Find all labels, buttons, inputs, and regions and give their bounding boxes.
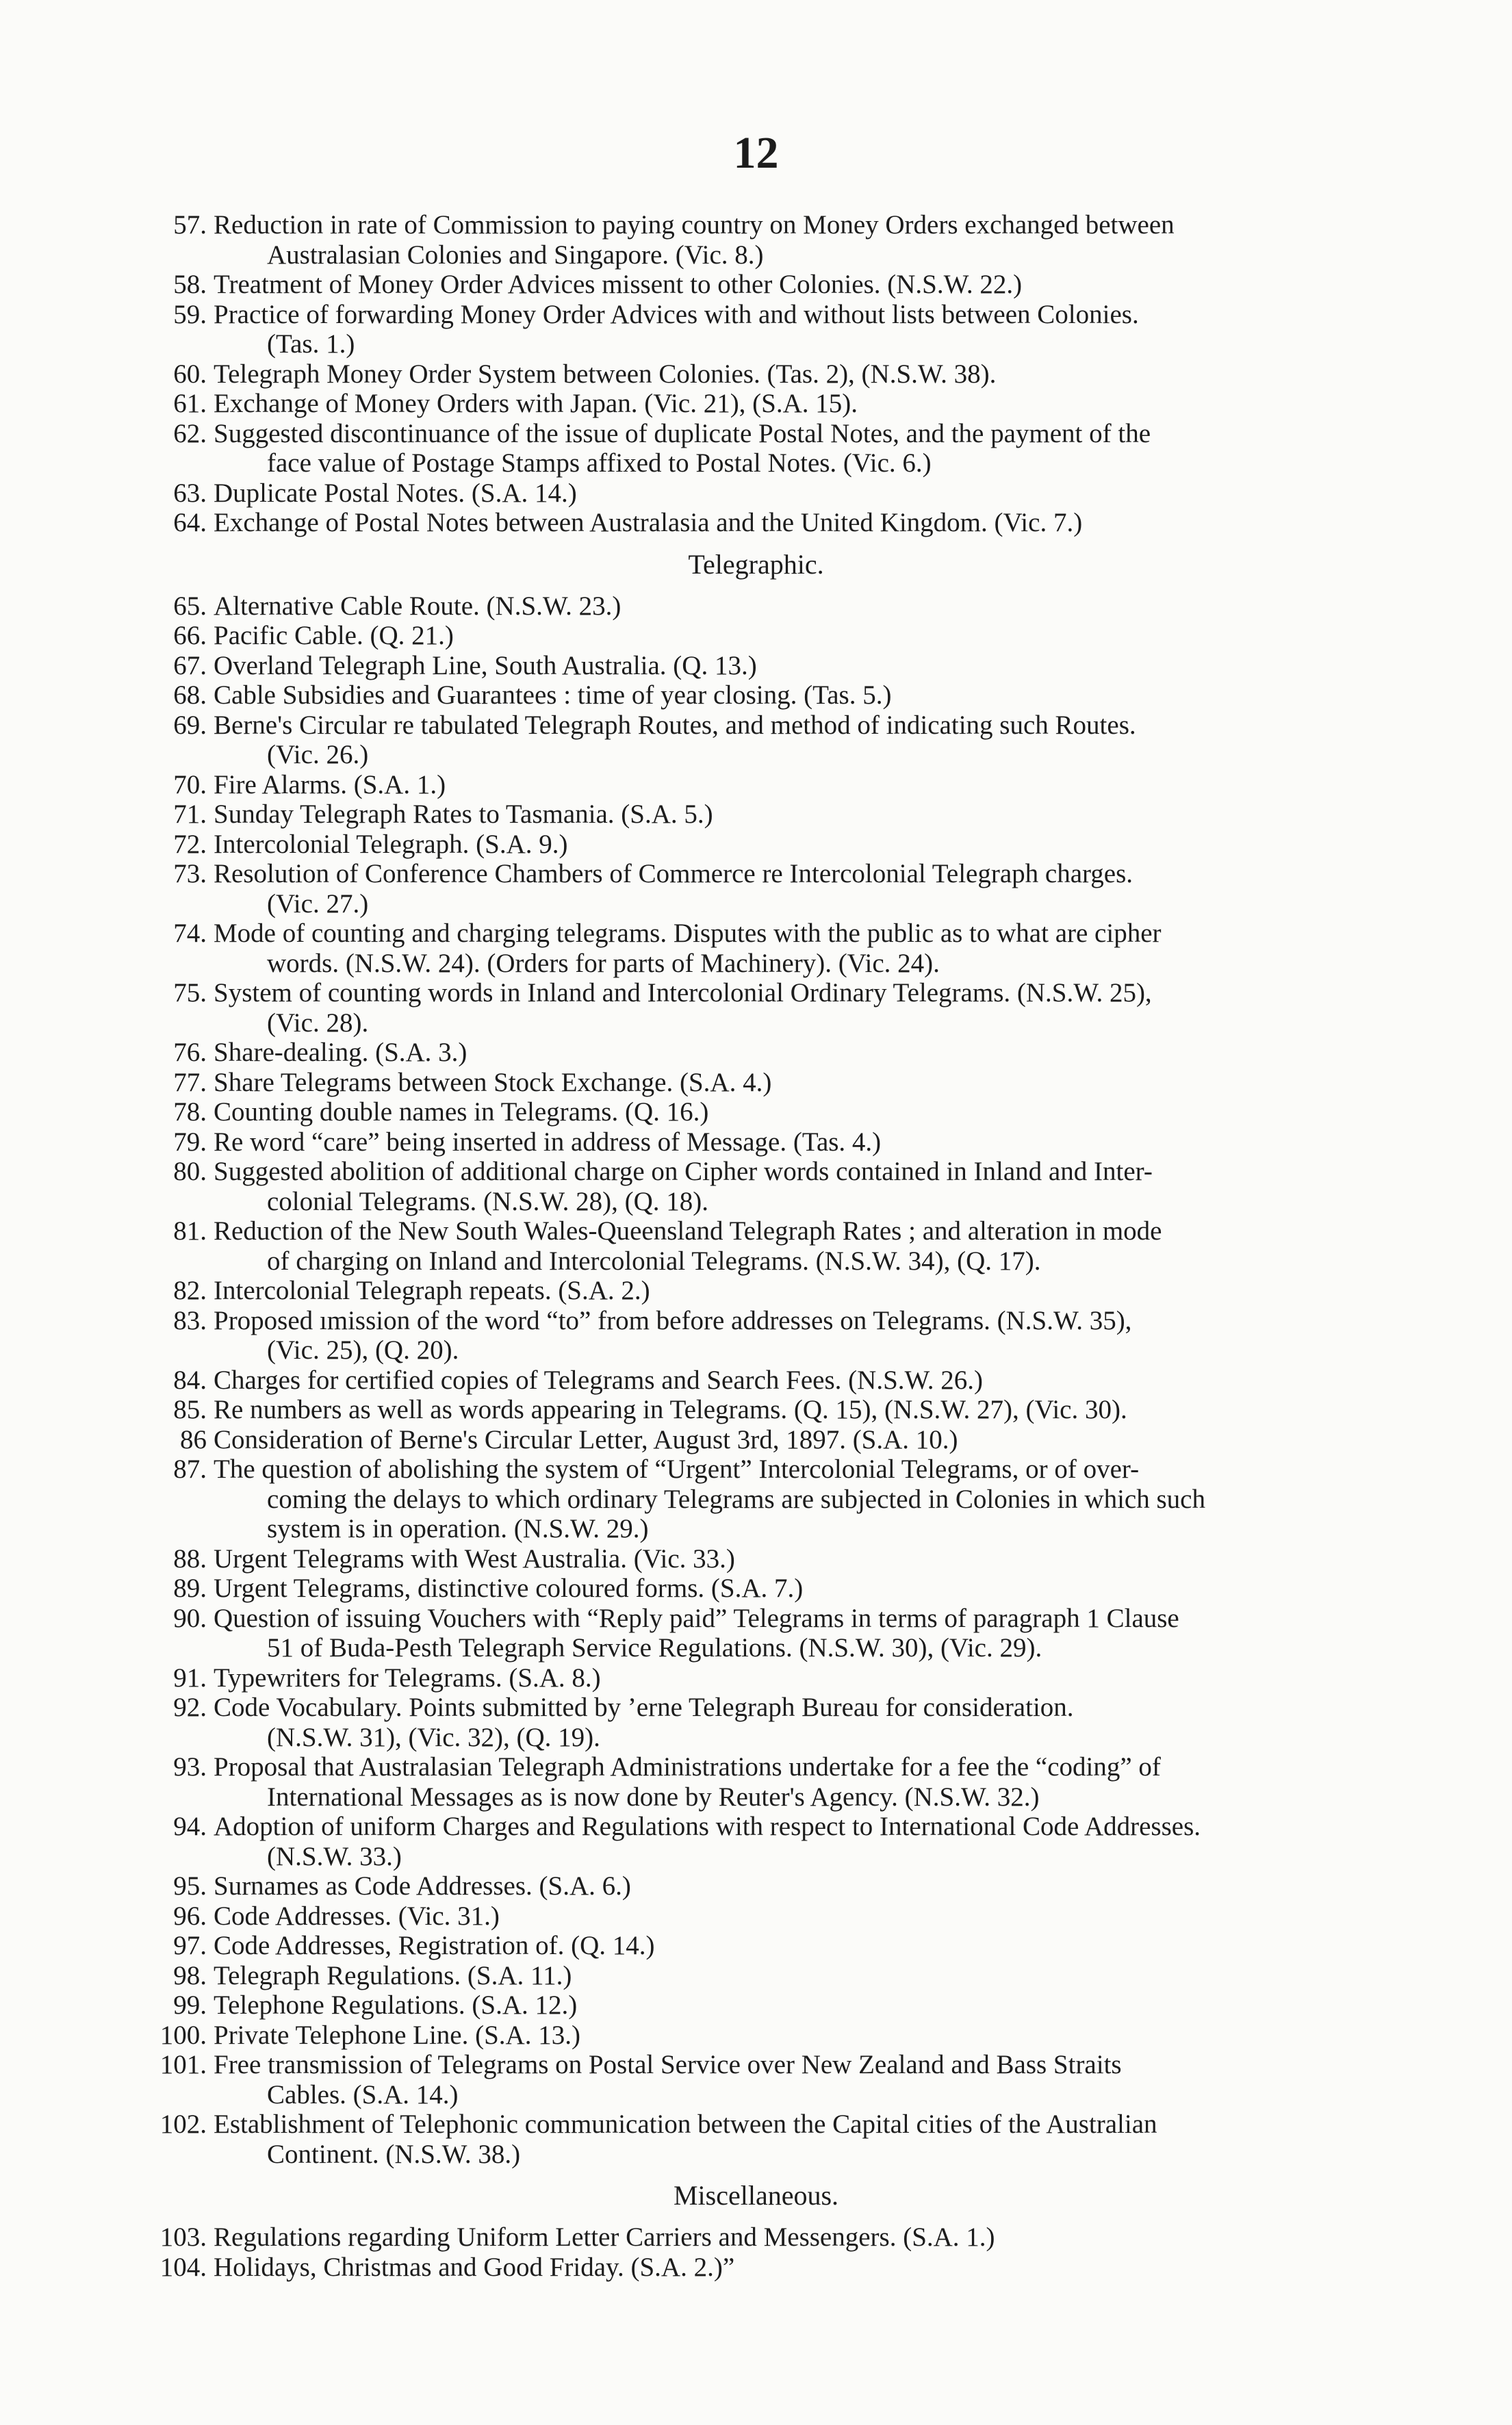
- list-item: [0, 1812, 1512, 1871]
- item-text-line: (Vic. 26.): [267, 740, 369, 769]
- item-text-line: Mode of counting and charging telegrams. Disputes with the public as to what are cipher: [214, 919, 1162, 948]
- item-text-line: Telegraph Money Order System between Colonies. (Tas. 2), (N.S.W. 38).: [214, 359, 997, 389]
- item-number: 99.: [173, 1990, 207, 2020]
- list-item: [0, 651, 1512, 681]
- list-item: [0, 1395, 1512, 1425]
- item-number: 61.: [173, 389, 207, 418]
- item-number: 102.: [159, 2109, 207, 2139]
- item-number: 72.: [173, 829, 207, 859]
- item-number: 58.: [173, 270, 207, 299]
- entry-list: [0, 210, 1512, 2282]
- list-item: [0, 508, 1512, 538]
- page-number: 12: [733, 128, 779, 178]
- item-number: 83.: [173, 1305, 207, 1335]
- list-item: [0, 1544, 1512, 1574]
- item-number: 74.: [173, 919, 207, 948]
- list-item: [0, 1604, 1512, 1663]
- item-text-line: Reduction in rate of Commission to paying country on Money Orders exchanged between: [214, 210, 1175, 240]
- item-text-line: Charges for certified copies of Telegrams and Search Fees. (N.S.W. 26.): [214, 1365, 983, 1395]
- item-text-line: Code Vocabulary. Points submitted by ’erne Telegraph Bureau for consideration.: [214, 1693, 1074, 1722]
- item-text-line: (Tas. 1.): [267, 329, 355, 359]
- item-text-line: Pacific Cable. (Q. 21.): [214, 621, 454, 650]
- item-number: 100.: [159, 2020, 207, 2050]
- list-item: [0, 1127, 1512, 1157]
- item-number: 76.: [173, 1038, 207, 1067]
- item-text-line: Share-dealing. (S.A. 3.): [214, 1038, 467, 1067]
- item-text-line: 51 of Buda-Pesth Telegraph Service Regulations. (N.S.W. 30), (Vic. 29).: [267, 1633, 1042, 1663]
- item-number: 91.: [173, 1663, 207, 1693]
- item-text-line: Alternative Cable Route. (N.S.W. 23.): [214, 591, 622, 621]
- item-number: 80.: [173, 1157, 207, 1186]
- item-number: 85.: [173, 1395, 207, 1424]
- item-number: 103.: [159, 2222, 207, 2252]
- item-text-line: (N.S.W. 33.): [267, 1841, 402, 1871]
- item-text-line: (N.S.W. 31), (Vic. 32), (Q. 19).: [267, 1722, 600, 1752]
- item-text-line: Sunday Telegraph Rates to Tasmania. (S.A. 5.): [214, 799, 713, 829]
- item-number: 65.: [173, 591, 207, 621]
- list-item: [0, 1365, 1512, 1396]
- item-text-line: Berne's Circular re tabulated Telegraph Routes, and method of indicating such Routes.: [214, 710, 1136, 740]
- item-text-line: (Vic. 25), (Q. 20).: [267, 1335, 459, 1365]
- item-text-line: Free transmission of Telegrams on Postal Service over New Zealand and Bass Straits: [214, 2050, 1122, 2079]
- item-text-line: Consideration of Berne's Circular Letter, August 3rd, 1897. (S.A. 10.): [214, 1424, 958, 1454]
- item-number: 86: [180, 1424, 207, 1454]
- list-item: [0, 770, 1512, 800]
- item-text-line: Code Addresses. (Vic. 31.): [214, 1901, 500, 1931]
- item-text-line: Cables. (S.A. 14.): [267, 2079, 459, 2109]
- item-text-line: Practice of forwarding Money Order Advices with and without lists between Colonies.: [214, 299, 1139, 329]
- list-item: [0, 1454, 1512, 1544]
- item-text-line: Surnames as Code Addresses. (S.A. 6.): [214, 1871, 631, 1901]
- item-text-line: Australasian Colonies and Singapore. (Vic. 8.): [267, 240, 764, 270]
- item-number: 89.: [173, 1574, 207, 1603]
- list-item: [0, 2020, 1512, 2051]
- item-number: 70.: [173, 769, 207, 799]
- item-text-line: Telegraph Regulations. (S.A. 11.): [214, 1960, 572, 1990]
- item-text-line: of charging on Inland and Intercolonial Telegrams. (N.S.W. 34), (Q. 17).: [267, 1246, 1041, 1276]
- item-number: 93.: [173, 1752, 207, 1782]
- list-item: [0, 478, 1512, 509]
- item-text-line: Exchange of Postal Notes between Australasia and the United Kingdom. (Vic. 7.): [214, 508, 1083, 537]
- list-item: [0, 591, 1512, 621]
- item-text-line: Resolution of Conference Chambers of Commerce re Intercolonial Telegraph charges.: [214, 859, 1133, 888]
- item-text-line: Private Telephone Line. (S.A. 13.): [214, 2020, 580, 2050]
- list-item: [0, 919, 1512, 978]
- item-text-line: Counting double names in Telegrams. (Q. 16.): [214, 1097, 709, 1127]
- item-text-line: Code Addresses, Registration of. (Q. 14.): [214, 1931, 655, 1960]
- item-text-line: Urgent Telegrams with West Australia. (Vic. 33.): [214, 1543, 735, 1574]
- item-number: 68.: [173, 680, 207, 710]
- list-item: [0, 1216, 1512, 1276]
- list-item: [0, 1097, 1512, 1127]
- list-item: [0, 359, 1512, 389]
- list-item: [0, 680, 1512, 710]
- item-text-line: Duplicate Postal Notes. (S.A. 14.): [214, 478, 577, 508]
- item-text-line: Proposal that Australasian Telegraph Administrations undertake for a fee the “coding” of: [214, 1752, 1161, 1782]
- item-number: 104.: [159, 2252, 207, 2282]
- list-item: [0, 1068, 1512, 1098]
- item-number: 77.: [173, 1067, 207, 1097]
- item-number: 95.: [173, 1871, 207, 1901]
- section-heading: Miscellaneous.: [673, 2180, 839, 2211]
- list-item: [0, 1871, 1512, 1901]
- item-number: 97.: [173, 1931, 207, 1960]
- item-text-line: system is in operation. (N.S.W. 29.): [267, 1514, 649, 1543]
- list-item: [0, 300, 1512, 359]
- item-text-line: Cable Subsidies and Guarantees : time of year closing. (Tas. 5.): [214, 680, 892, 710]
- item-text-line: Establishment of Telephonic communication between the Capital cities of the Australian: [214, 2109, 1157, 2139]
- item-text-line: face value of Postage Stamps affixed to Postal Notes. (Vic. 6.): [267, 448, 932, 478]
- list-item: [0, 1752, 1512, 1812]
- item-number: 57.: [173, 210, 207, 240]
- list-item: [0, 978, 1512, 1038]
- item-text-line: Overland Telegraph Line, South Australia. (Q. 13.): [214, 650, 757, 680]
- list-item: [0, 1276, 1512, 1306]
- list-item: [0, 1901, 1512, 1932]
- item-number: 63.: [173, 478, 207, 508]
- item-number: 87.: [173, 1454, 207, 1484]
- item-number: 59.: [173, 299, 207, 329]
- item-text-line: Suggested discontinuance of the issue of duplicate Postal Notes, and the payment of the: [214, 418, 1151, 448]
- item-text-line: coming the delays to which ordinary Telegrams are subjected in Colonies in which such: [267, 1484, 1205, 1514]
- item-text-line: Question of issuing Vouchers with “Reply paid” Telegrams in terms of paragraph 1 Clause: [214, 1603, 1179, 1633]
- item-text-line: colonial Telegrams. (N.S.W. 28), (Q. 18).: [267, 1186, 708, 1216]
- item-number: 60.: [173, 359, 207, 389]
- item-text-line: Re numbers as well as words appearing in Telegrams. (Q. 15), (N.S.W. 27), (Vic. 30).: [214, 1395, 1127, 1424]
- item-number: 69.: [173, 710, 207, 740]
- item-number: 94.: [173, 1812, 207, 1841]
- item-number: 71.: [173, 799, 207, 829]
- item-text-line: Proposed ımission of the word “to” from before addresses on Telegrams. (N.S.W. 35),: [214, 1305, 1132, 1335]
- item-text-line: Exchange of Money Orders with Japan. (Vic. 21), (S.A. 15).: [214, 389, 858, 418]
- item-text-line: International Messages as is now done by Reuter's Agency. (N.S.W. 32.): [267, 1782, 1040, 1812]
- list-item: [0, 2050, 1512, 2109]
- item-number: 90.: [173, 1603, 207, 1633]
- list-item: [0, 389, 1512, 419]
- item-text-line: (Vic. 28).: [267, 1008, 369, 1038]
- item-number: 73.: [173, 859, 207, 888]
- item-text-line: Regulations regarding Uniform Letter Carriers and Messengers. (S.A. 1.): [214, 2222, 995, 2252]
- item-text-line: Urgent Telegrams, distinctive coloured forms. (S.A. 7.): [214, 1574, 804, 1603]
- item-text-line: Suggested abolition of additional charge on Cipher words contained in Inland and Inter-: [214, 1157, 1153, 1186]
- item-number: 78.: [173, 1097, 207, 1127]
- section-heading: Telegraphic.: [688, 548, 824, 580]
- item-number: 92.: [173, 1693, 207, 1722]
- item-text-line: Share Telegrams between Stock Exchange. (S.A. 4.): [214, 1067, 772, 1097]
- list-item: [0, 2222, 1512, 2253]
- item-number: 81.: [173, 1216, 207, 1246]
- list-item: [0, 621, 1512, 651]
- item-number: 79.: [173, 1127, 207, 1157]
- item-number: 67.: [173, 650, 207, 680]
- item-text-line: Adoption of uniform Charges and Regulations with respect to International Code Addresses.: [214, 1812, 1201, 1841]
- item-number: 101.: [159, 2050, 207, 2079]
- list-item: [0, 710, 1512, 770]
- list-item: [0, 2253, 1512, 2283]
- item-number: 66.: [173, 621, 207, 650]
- item-number: 98.: [173, 1960, 207, 1990]
- item-text-line: (Vic. 27.): [267, 888, 369, 919]
- list-item: [0, 799, 1512, 830]
- item-number: 75.: [173, 978, 207, 1008]
- list-item: [0, 1961, 1512, 1991]
- list-item: [0, 210, 1512, 270]
- list-item: [0, 1306, 1512, 1365]
- item-text-line: The question of abolishing the system of “Urgent” Intercolonial Telegrams, or of over-: [214, 1454, 1140, 1484]
- item-text-line: Reduction of the New South Wales-Queensland Telegraph Rates ; and alteration in mode: [214, 1216, 1162, 1246]
- item-number: 96.: [173, 1901, 207, 1931]
- item-text-line: words. (N.S.W. 24). (Orders for parts of Machinery). (Vic. 24).: [267, 948, 940, 978]
- item-text-line: Intercolonial Telegraph. (S.A. 9.): [214, 829, 568, 859]
- list-item: [0, 1425, 1512, 1455]
- list-item: [0, 1157, 1512, 1216]
- list-item: [0, 830, 1512, 860]
- list-item: [0, 419, 1512, 478]
- item-text-line: Holidays, Christmas and Good Friday. (S.A. 2.)”: [214, 2252, 735, 2282]
- list-item: [0, 859, 1512, 919]
- item-number: 84.: [173, 1365, 207, 1395]
- item-text-line: Continent. (N.S.W. 38.): [267, 2139, 521, 2169]
- list-item: [0, 1663, 1512, 1693]
- item-number: 88.: [173, 1543, 207, 1574]
- item-text-line: Re word “care” being inserted in address of Message. (Tas. 4.): [214, 1127, 882, 1157]
- item-number: 64.: [173, 508, 207, 537]
- item-number: 82.: [173, 1276, 207, 1305]
- item-text-line: System of counting words in Inland and Intercolonial Ordinary Telegrams. (N.S.W. 25),: [214, 978, 1152, 1008]
- list-item: [0, 1038, 1512, 1068]
- item-text-line: Intercolonial Telegraph repeats. (S.A. 2.): [214, 1276, 650, 1305]
- list-item: [0, 270, 1512, 300]
- list-item: [0, 1990, 1512, 2020]
- item-text-line: Typewriters for Telegrams. (S.A. 8.): [214, 1663, 601, 1693]
- item-number: 62.: [173, 418, 207, 448]
- list-item: [0, 1693, 1512, 1752]
- item-text-line: Telephone Regulations. (S.A. 12.): [214, 1990, 578, 2020]
- list-item: [0, 2109, 1512, 2169]
- list-item: [0, 1931, 1512, 1961]
- list-item: [0, 1574, 1512, 1604]
- item-text-line: Treatment of Money Order Advices missent to other Colonies. (N.S.W. 22.): [214, 270, 1023, 299]
- item-text-line: Fire Alarms. (S.A. 1.): [214, 769, 446, 799]
